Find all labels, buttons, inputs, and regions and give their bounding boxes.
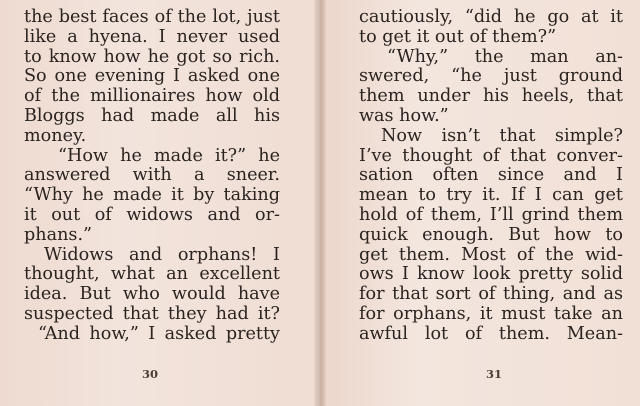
text-line: “Why,” the man an-: [387, 46, 623, 67]
right-page-text: [359, 8, 623, 345]
text-line: to get it out of them?”: [359, 26, 557, 47]
left-page-text: [24, 8, 280, 345]
book-gutter: [314, 0, 326, 406]
left-page: [0, 0, 318, 406]
text-line: “And how,” I asked pretty: [38, 323, 280, 344]
text-line: mean to try it. If I can get: [359, 185, 623, 206]
text-line: phans.”: [24, 224, 93, 245]
text-line: So one evening I asked one: [24, 66, 280, 87]
text-line: answered with a sneer.: [24, 165, 280, 186]
text-line: quick enough. But how to: [359, 224, 623, 245]
page-number: 30: [142, 367, 159, 381]
text-line: the best faces of the lot, just: [24, 7, 280, 27]
text-line: suspected that they had it?: [24, 303, 280, 324]
text-line: cautiously, “did he go at it: [359, 7, 623, 27]
text-line: them under his heels, that: [359, 86, 623, 107]
text-line: hold of them, I’ll grind them: [359, 204, 623, 225]
text-line: of the millionaires how old: [24, 86, 280, 107]
text-line: for that sort of thing, and as: [359, 284, 623, 305]
page-number: 31: [486, 367, 503, 381]
text-line: “Why he made it by taking: [24, 185, 280, 206]
text-line: “How he made it?” he: [58, 145, 280, 166]
text-line: for orphans, it must take an: [359, 303, 623, 324]
text-line: idea. But who would have: [24, 284, 280, 305]
text-line: Widows and orphans! I: [44, 244, 280, 265]
text-line: thought, what an excellent: [24, 264, 280, 285]
text-line: like a hyena. I never used: [24, 26, 280, 47]
right-page: [321, 0, 640, 406]
text-line: awful lot of them. Mean-: [359, 323, 623, 344]
text-line: was how.”: [359, 105, 449, 126]
text-line: it out of widows and or-: [24, 204, 280, 225]
text-line: swered, “he just ground: [359, 66, 623, 87]
text-line: to know how he got so rich.: [24, 46, 280, 67]
text-line: sation often since and I: [359, 165, 623, 186]
text-line: ows I know look pretty solid: [359, 264, 623, 285]
text-line: get them. Most of the wid-: [359, 244, 623, 265]
text-line: money.: [24, 125, 87, 146]
text-line: Bloggs had made all his: [24, 105, 280, 126]
text-line: I’ve thought of that conver-: [359, 145, 623, 166]
text-line: Now isn’t that simple?: [381, 125, 623, 146]
